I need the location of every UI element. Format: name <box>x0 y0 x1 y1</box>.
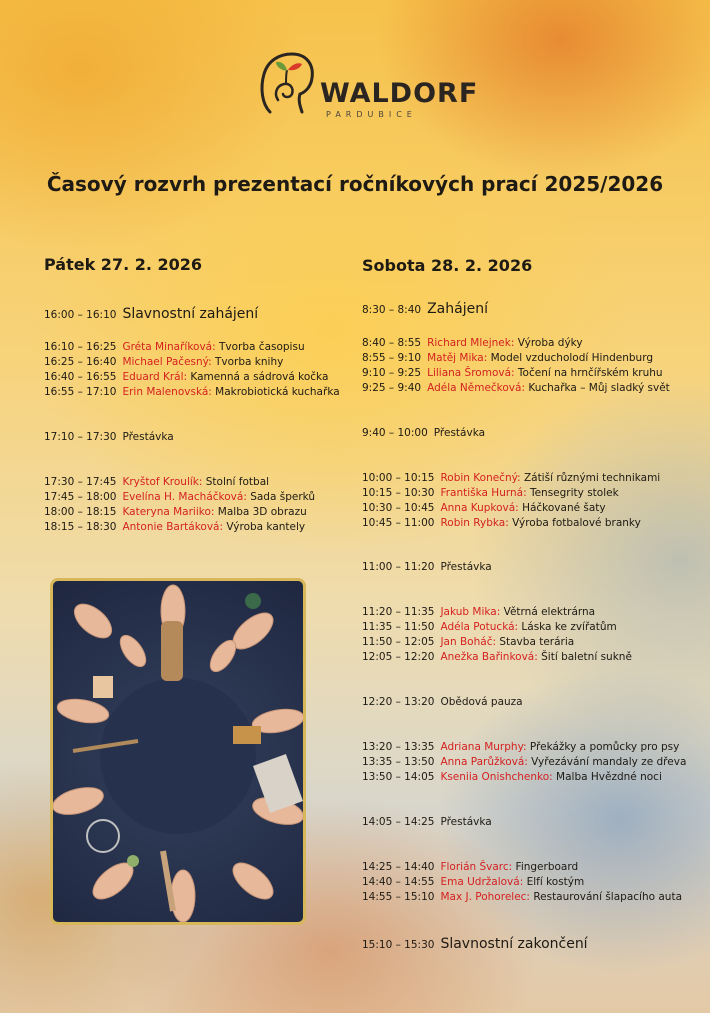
time-slot: 9:40 – 10:00 <box>362 427 428 439</box>
schedule-row <box>362 426 485 440</box>
presenter-name: Adéla Potucká: <box>440 621 522 633</box>
presenter-name: Evelína H. Macháčková: <box>122 491 251 503</box>
presentation-title: Zahájení <box>427 301 488 317</box>
schedule-row <box>362 620 617 634</box>
schedule-row <box>362 471 660 485</box>
time-slot: 14:05 – 14:25 <box>362 816 435 828</box>
presenter-name: Liliana Šromová: <box>427 367 518 379</box>
schedule-row <box>362 695 523 709</box>
time-slot: 14:40 – 14:55 <box>362 876 435 888</box>
presentation-title: Výroba fotbalové branky <box>512 517 641 529</box>
schedule-row <box>362 351 653 365</box>
presenter-name: Kseniia Onishchenko: <box>440 771 557 783</box>
schedule-row <box>362 815 492 829</box>
logo-wordmark: WALDORF <box>320 78 479 109</box>
schedule-row <box>362 875 584 889</box>
presenter-name: Florián Švarc: <box>440 861 516 873</box>
schedule-row <box>362 890 682 904</box>
presentation-title: Šití baletní sukně <box>541 651 632 663</box>
time-slot: 10:45 – 11:00 <box>362 517 435 529</box>
presenter-name: Robin Konečný: <box>440 472 524 484</box>
presenter-name: Kryštof Kroulík: <box>122 476 206 488</box>
schedule-row <box>362 366 663 380</box>
presentation-title: Slavnostní zahájení <box>122 306 259 322</box>
presenter-name: Jan Boháč: <box>440 636 500 648</box>
presentation-title: Tvorba knihy <box>214 356 284 368</box>
time-slot: 8:55 – 9:10 <box>362 352 422 364</box>
presentation-title: Tensegrity stolek <box>529 487 619 499</box>
schedule-row <box>362 381 670 395</box>
presentation-title: Obědová pauza <box>440 696 523 708</box>
presentation-title: Stolní fotbal <box>205 476 270 488</box>
presentation-title: Zátiší různými technikami <box>523 472 661 484</box>
presentation-title: Kamenná a sádrová kočka <box>190 371 329 383</box>
presentation-title: Vyřezávání mandaly ze dřeva <box>531 756 687 768</box>
hands-illustration <box>53 581 303 922</box>
presentation-title: Restaurování šlapacího auta <box>533 891 683 903</box>
time-slot: 10:30 – 10:45 <box>362 502 435 514</box>
time-slot: 13:50 – 14:05 <box>362 771 435 783</box>
presentation-title: Přestávka <box>122 431 174 443</box>
schedule-row <box>362 755 686 769</box>
presenter-name: Anna Kupková: <box>440 502 523 514</box>
time-slot: 9:25 – 9:40 <box>362 382 422 394</box>
time-slot: 16:10 – 16:25 <box>44 341 117 353</box>
schedule-row <box>44 520 305 534</box>
presenter-name: Adriana Murphy: <box>440 741 530 753</box>
presentation-title: Malba 3D obrazu <box>217 506 307 518</box>
hands-photo <box>50 578 306 925</box>
presentation-title: Stavba terária <box>499 636 575 648</box>
schedule-row <box>44 430 174 444</box>
saturday-heading: Sobota 28. 2. 2026 <box>362 256 533 275</box>
presentation-title: Sada šperků <box>250 491 316 503</box>
presentation-title: Přestávka <box>440 816 492 828</box>
time-slot: 18:15 – 18:30 <box>44 521 117 533</box>
presentation-title: Láska ke zvířatům <box>521 621 617 633</box>
schedule-row <box>44 355 283 369</box>
time-slot: 12:05 – 12:20 <box>362 651 435 663</box>
schedule-row <box>44 370 328 384</box>
presenter-name: Kateryna Mariiko: <box>122 506 218 518</box>
time-slot: 17:30 – 17:45 <box>44 476 117 488</box>
presenter-name: Anna Parůžková: <box>440 756 532 768</box>
presentation-title: Fingerboard <box>515 861 579 873</box>
time-slot: 8:40 – 8:55 <box>362 337 422 349</box>
time-slot: 13:20 – 13:35 <box>362 741 435 753</box>
logo-head-icon <box>256 48 318 120</box>
schedule-row <box>362 937 588 952</box>
time-slot: 13:35 – 13:50 <box>362 756 435 768</box>
schedule-row <box>362 770 662 784</box>
schedule-row <box>362 516 641 530</box>
schedule-row <box>362 635 574 649</box>
schedule-row <box>362 560 492 574</box>
presentation-title: Háčkované šaty <box>522 502 606 514</box>
time-slot: 17:10 – 17:30 <box>44 431 117 443</box>
logo-subtitle: PARDUBICE <box>326 110 417 119</box>
schedule-row <box>362 650 632 664</box>
schedule-row <box>362 302 488 317</box>
time-slot: 16:25 – 16:40 <box>44 356 117 368</box>
presenter-name: Gréta Minaříková: <box>122 341 219 353</box>
presenter-name: Matěj Mika: <box>427 352 491 364</box>
schedule-row <box>44 490 315 504</box>
schedule-row <box>362 740 679 754</box>
time-slot: 14:25 – 14:40 <box>362 861 435 873</box>
presentation-title: Kuchařka – Můj sladký svět <box>528 382 670 394</box>
presentation-title: Překážky a pomůcky pro psy <box>529 741 680 753</box>
time-slot: 9:10 – 9:25 <box>362 367 422 379</box>
presentation-title: Větrná elektrárna <box>503 606 596 618</box>
schedule-row <box>44 307 258 322</box>
presenter-name: Max J. Pohorelec: <box>440 891 534 903</box>
schedule-row <box>362 860 578 874</box>
friday-heading: Pátek 27. 2. 2026 <box>44 255 203 274</box>
presenter-name: Ema Udržalová: <box>440 876 527 888</box>
presentation-title: Makrobiotická kuchařka <box>215 386 340 398</box>
schedule-row <box>362 486 619 500</box>
presenter-name: Anežka Bařinková: <box>440 651 542 663</box>
presentation-title: Točení na hrnčířském kruhu <box>517 367 663 379</box>
presentation-title: Slavnostní zakončení <box>440 936 588 952</box>
page-title: Časový rozvrh prezentací ročníkových prací 2025/2026 <box>46 172 664 196</box>
presentation-title: Tvorba časopisu <box>218 341 305 353</box>
presentation-title: Elfí kostým <box>526 876 585 888</box>
presenter-name: Jakub Mika: <box>440 606 504 618</box>
presentation-title: Výroba dýky <box>517 337 583 349</box>
presenter-name: Richard Mlejnek: <box>427 337 518 349</box>
schedule-row <box>362 605 595 619</box>
presenter-name: Františka Hurná: <box>440 487 530 499</box>
schedule-row <box>44 340 305 354</box>
time-slot: 16:55 – 17:10 <box>44 386 117 398</box>
presenter-name: Robin Rybka: <box>440 517 513 529</box>
waldorf-logo <box>256 48 479 128</box>
time-slot: 8:30 – 8:40 <box>362 304 422 316</box>
presentation-title: Výroba kantely <box>226 521 306 533</box>
time-slot: 14:55 – 15:10 <box>362 891 435 903</box>
presentation-title: Přestávka <box>433 427 486 439</box>
schedule-row <box>44 385 340 399</box>
time-slot: 15:10 – 15:30 <box>362 939 435 951</box>
schedule-row <box>362 336 583 350</box>
schedule-row <box>44 505 307 519</box>
presenter-name: Michael Pačesný: <box>122 356 215 368</box>
presentation-title: Model vzducholodí Hindenburg <box>490 352 653 364</box>
time-slot: 10:15 – 10:30 <box>362 487 435 499</box>
time-slot: 18:00 – 18:15 <box>44 506 117 518</box>
time-slot: 11:20 – 11:35 <box>362 606 435 618</box>
time-slot: 11:50 – 12:05 <box>362 636 435 648</box>
presentation-title: Přestávka <box>440 561 492 573</box>
presentation-title: Malba Hvězdné noci <box>556 771 662 783</box>
time-slot: 11:35 – 11:50 <box>362 621 435 633</box>
time-slot: 12:20 – 13:20 <box>362 696 435 708</box>
time-slot: 10:00 – 10:15 <box>362 472 435 484</box>
presenter-name: Erin Malenovská: <box>122 386 216 398</box>
time-slot: 17:45 – 18:00 <box>44 491 117 503</box>
schedule-row <box>44 475 269 489</box>
time-slot: 16:00 – 16:10 <box>44 309 117 321</box>
presenter-name: Eduard Král: <box>122 371 191 383</box>
time-slot: 11:00 – 11:20 <box>362 561 435 573</box>
time-slot: 16:40 – 16:55 <box>44 371 117 383</box>
presenter-name: Adéla Němečková: <box>427 382 529 394</box>
schedule-row <box>362 501 606 515</box>
presenter-name: Antonie Bartáková: <box>122 521 227 533</box>
